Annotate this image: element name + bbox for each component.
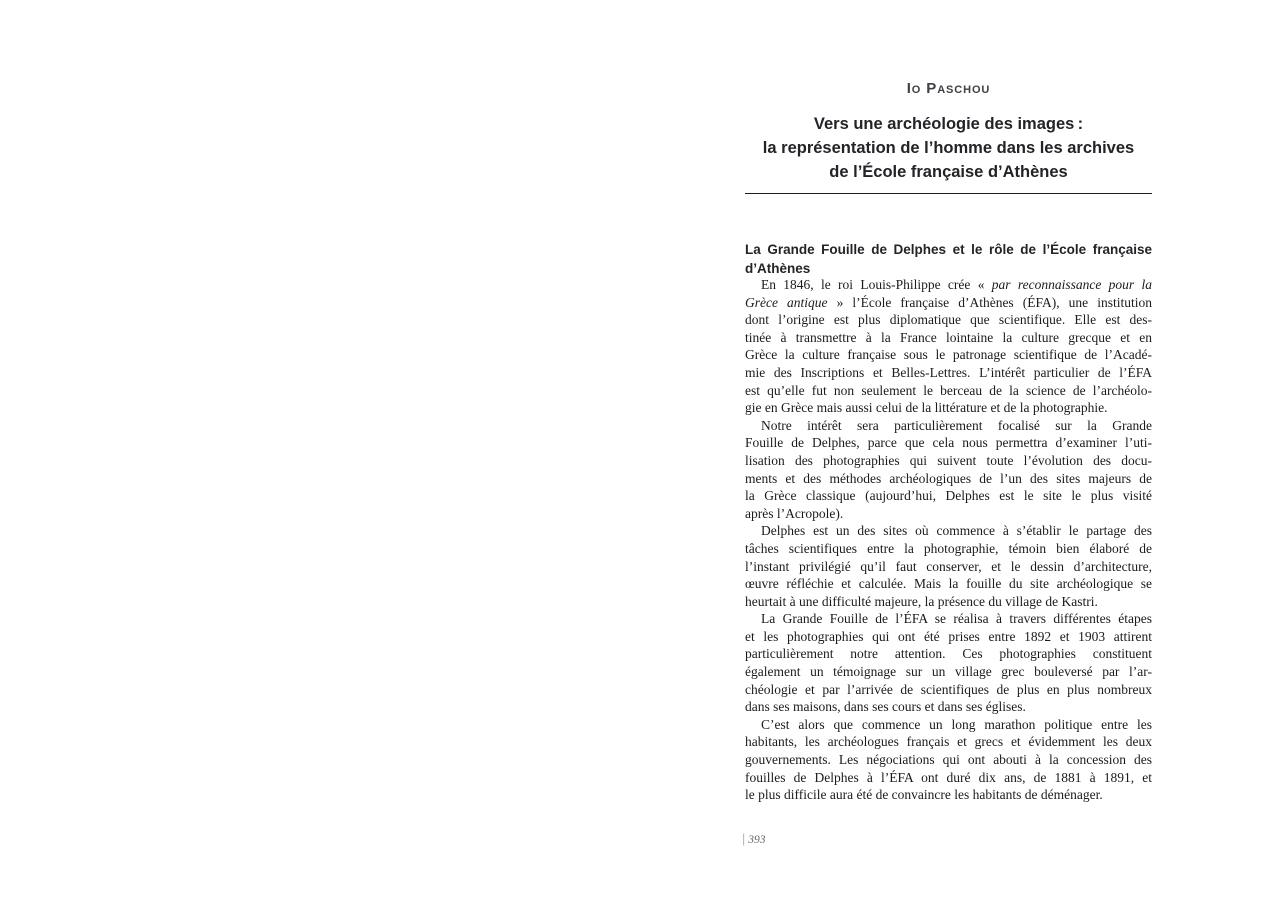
text-segment: également un témoignage sur un village grec bouleversé par l’ar- [745, 664, 1152, 680]
text-segment: œuvre réfléchie et calculée. Mais la fouille du site archéologique se [745, 576, 1152, 592]
body-line [745, 382, 1152, 400]
text-segment: mie des Inscriptions et Belles-Lettres. L’intérêt particulier de l’ÉFA [745, 364, 1152, 380]
text-segment: gouvernements. Les négociations qui ont abouti à la concession des [745, 752, 1152, 768]
body-line [745, 698, 1152, 716]
title-line-1: Vers une archéologie des images : [813, 115, 1084, 133]
text-segment: tinée à transmettre à la France lointaine la culture grecque et en [745, 329, 1152, 345]
text-segment: tâches scientifiques entre la photographie, témoin bien élaboré de [745, 540, 1152, 556]
text-segment: fouilles de Delphes à l’ÉFA ont duré dix ans, de 1881 à 1891, et [745, 769, 1152, 785]
text-segment: Grèce la culture française sous le patronage scientifique de l’Acadé- [745, 347, 1152, 363]
text-segment: chéologie et par l’arrivée de scientifiques de plus en plus nombreux [745, 681, 1152, 697]
body-line [745, 663, 1152, 681]
title-line-3: de l’École française d’Athènes [829, 163, 1068, 181]
body-line [745, 716, 1152, 734]
italic-text-segment: Grèce antique [745, 294, 828, 310]
text-segment: gie en Grèce mais aussi celui de la littérature et de la photographie. [745, 400, 1108, 416]
body-line [745, 470, 1152, 488]
text-segment: C’est alors que commence un long marathon politique entre les [761, 716, 1152, 732]
article-title [745, 112, 1152, 184]
body-line [745, 364, 1152, 382]
title-rule [745, 193, 1152, 194]
text-segment: est qu’elle fut non seulement le berceau de la science de l’archéolo- [745, 382, 1152, 398]
author-name: Io Paschou [906, 80, 991, 97]
text-segment: Fouille de Delphes, parce que cela nous permettra d’examiner l’uti- [745, 435, 1152, 451]
text-segment: Delphes est un des sites où commence à s’établir le partage des [761, 523, 1152, 539]
text-segment: heurtait à une difficulté majeure, la présence du village de Kastri. [745, 593, 1098, 609]
text-segment: La Grande Fouille de l’ÉFA se réalisa à travers différentes étapes [761, 611, 1152, 627]
body-line [745, 628, 1152, 646]
text-column [742, 0, 1152, 904]
text-segment: particulièrement notre attention. Ces photographies constituent [745, 646, 1152, 662]
text-segment: habitants, les archéologues français et grecs et évidemment les deux [745, 734, 1152, 750]
text-segment: et les photographies qui ont été prises entre 1892 et 1903 attirent [745, 628, 1152, 644]
text-segment: l’instant privilégié qu’il faut conserver, et le dessin d’architecture, [745, 558, 1152, 574]
body-line [745, 487, 1152, 505]
text-segment: dont l’origine est plus diplomatique que scientifique. Elle est des- [745, 312, 1152, 328]
body-line [745, 505, 1152, 523]
body-line [745, 681, 1152, 699]
folio-number: 393 [748, 834, 766, 846]
title-line-2: la représentation de l’homme dans les archives [762, 139, 1135, 157]
body-paragraphs [745, 276, 1152, 804]
page-number [742, 830, 766, 848]
body-line [745, 593, 1152, 611]
body-line [745, 540, 1152, 558]
text-segment: le plus difficile aura été de convaincre les habitants de déménager. [745, 787, 1103, 803]
body-line [745, 786, 1152, 804]
body-line [745, 522, 1152, 540]
text-segment: En 1846, le roi Louis-Philippe crée « [761, 277, 992, 292]
body-line [745, 399, 1152, 417]
body-line [745, 276, 1152, 294]
body-line [745, 434, 1152, 452]
body-line [745, 311, 1152, 329]
text-segment: Notre intérêt sera particulièrement focalisé sur la Grande [761, 417, 1152, 433]
body-line [745, 645, 1152, 663]
body-line [745, 575, 1152, 593]
folio-separator: | [742, 832, 746, 846]
body-line [745, 733, 1152, 751]
text-segment: ments et des méthodes archéologiques de l’un des sites majeurs de [745, 470, 1152, 486]
body-line [745, 558, 1152, 576]
body-line [745, 294, 1152, 312]
body-line [745, 346, 1152, 364]
text-segment: après l’Acropole). [745, 505, 844, 521]
text-segment: » l’École française d’Athènes (ÉFA), une institution [827, 294, 1152, 310]
section-heading [745, 240, 1152, 279]
body-line [745, 417, 1152, 435]
body-line [745, 610, 1152, 628]
section-heading-line-1: La Grande Fouille de Delphes et le rôle de l’École française [745, 242, 1152, 257]
body-line [745, 751, 1152, 769]
text-segment: la Grèce classique (aujourd’hui, Delphes est le site le plus visité [745, 488, 1152, 504]
text-segment: dans ses maisons, dans ses cours et dans ses églises. [745, 699, 1026, 715]
text-segment: lisation des photographies qui suivent toute l’évolution des docu- [745, 452, 1152, 468]
section-heading-line-2: d’Athènes [745, 261, 811, 277]
body-line [745, 329, 1152, 347]
body-line [745, 452, 1152, 470]
body-line [745, 769, 1152, 787]
italic-text-segment: par reconnaissance pour la [991, 277, 1152, 292]
